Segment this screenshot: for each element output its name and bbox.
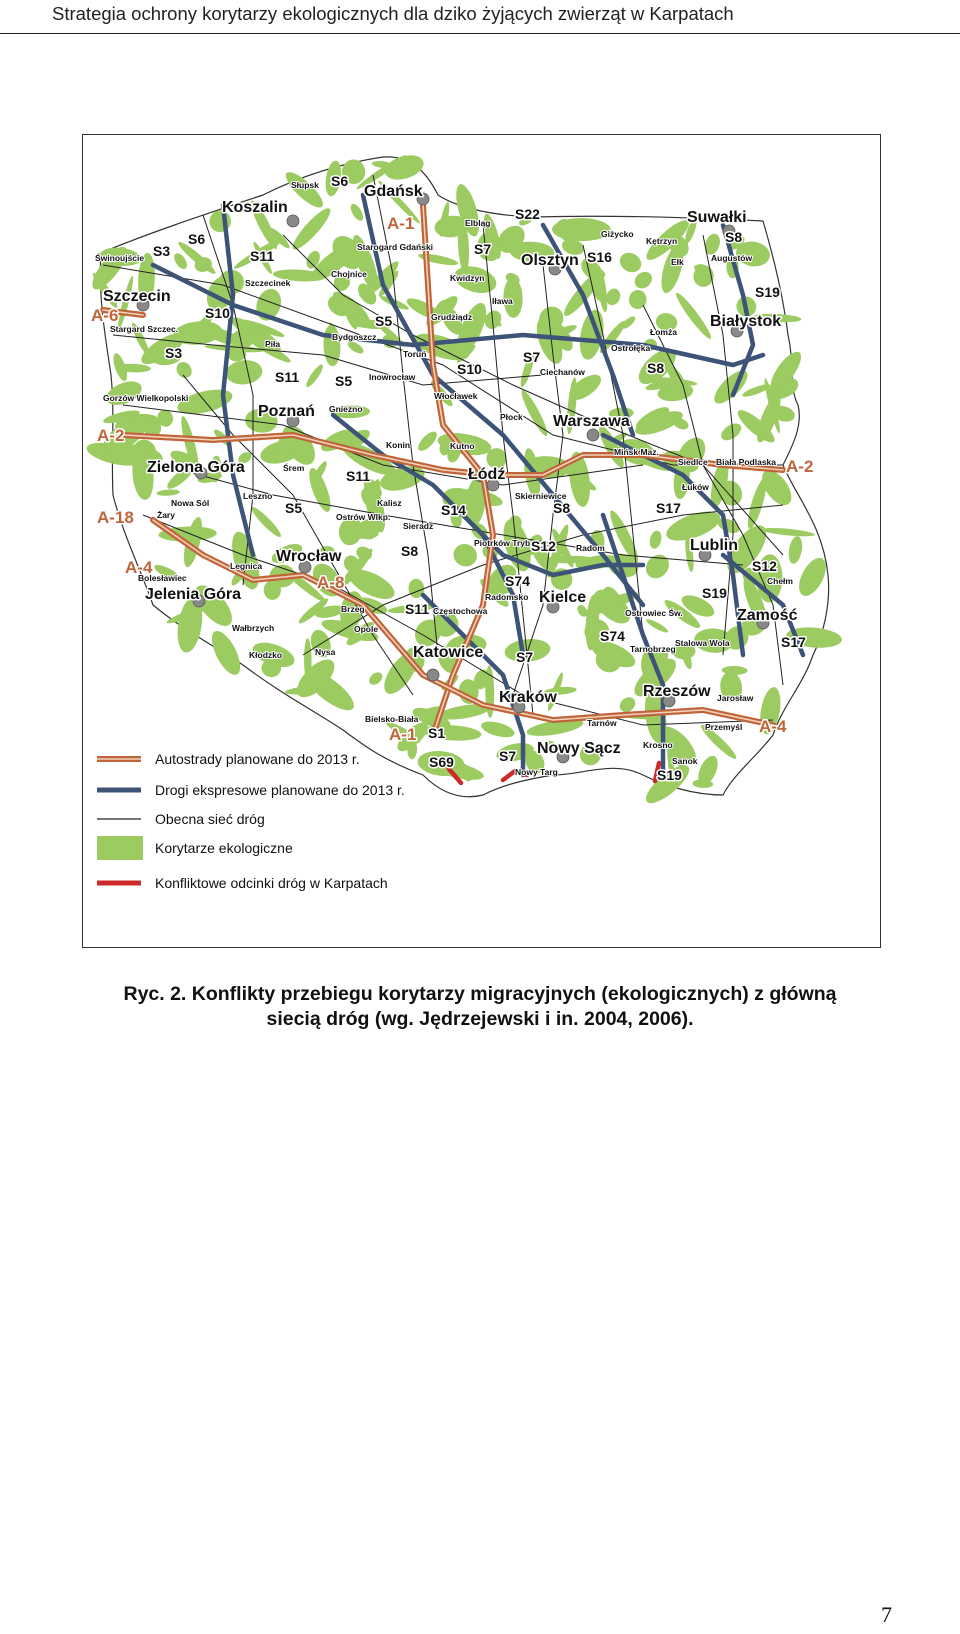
road-label: S7 <box>474 241 492 257</box>
legend-label: Drogi ekspresowe planowane do 2013 r. <box>155 782 405 798</box>
caption-line-2: siecią dróg (wg. Jędrzejewski i in. 2004, 2006). <box>266 1008 694 1030</box>
figure-caption <box>60 982 900 1032</box>
road-label: S8 <box>725 229 743 245</box>
city-label: Zielona Góra <box>147 459 245 476</box>
city-label: Nowa Sól <box>171 498 210 508</box>
city-label: Kutno <box>450 441 475 451</box>
legend-item-corridor <box>97 836 293 860</box>
legend-item-expressway <box>97 782 405 798</box>
city-label: Radomsko <box>485 592 529 602</box>
city-label: Konin <box>386 440 411 450</box>
running-header <box>0 0 960 34</box>
city-label: Zamość <box>737 607 798 624</box>
city-label: Iława <box>492 296 513 306</box>
road-label: S8 <box>647 360 665 376</box>
map-legend <box>97 751 405 891</box>
legend-label: Autostrady planowane do 2013 r. <box>155 751 360 767</box>
corridor-patch <box>509 516 522 530</box>
road-label: S22 <box>515 206 540 222</box>
road-label: S3 <box>153 243 171 259</box>
motorway-label: A-8 <box>317 573 345 592</box>
road-label: S10 <box>205 305 230 321</box>
road-label: S74 <box>505 573 530 589</box>
city-label: Świnoujście <box>95 253 145 263</box>
city-label: Częstochowa <box>433 606 488 616</box>
city-label: Słupsk <box>291 180 319 190</box>
city-label: Poznań <box>258 403 315 420</box>
page-number: 7 <box>881 1602 892 1627</box>
city-label: Piła <box>265 339 281 349</box>
road-label: S74 <box>600 628 625 644</box>
city-label: Lublin <box>690 537 738 554</box>
city-marker <box>427 669 439 681</box>
road-label: S5 <box>335 373 353 389</box>
city-label: Gniezno <box>329 404 363 414</box>
road-label: S6 <box>331 173 349 189</box>
city-label: Chojnice <box>331 269 367 279</box>
city-label: Ostrołęka <box>611 343 651 353</box>
city-label: Przemyśl <box>705 722 743 732</box>
road-label: S19 <box>657 767 682 783</box>
city-label: Toruń <box>403 349 427 359</box>
city-label: Płock <box>500 412 523 422</box>
road-label: S16 <box>587 249 612 265</box>
city-label: Bielsko-Biała <box>365 714 419 724</box>
city-label: Augustów <box>711 253 753 263</box>
city-label: Nowy Targ <box>515 767 558 777</box>
city-label: Giżycko <box>601 229 634 239</box>
city-label: Kłodzko <box>249 650 283 660</box>
city-label: Jelenia Góra <box>145 586 242 603</box>
road-label: S11 <box>250 248 275 264</box>
motorway-label: A-4 <box>125 558 153 577</box>
road-label: S11 <box>405 601 430 617</box>
motorway-label: A-2 <box>97 426 125 445</box>
city-label: Sieradz <box>403 521 434 531</box>
road-label: S11 <box>346 468 371 484</box>
road-label: S7 <box>523 349 541 365</box>
city-label: Kraków <box>499 689 557 706</box>
city-label: Stargard Szczec. <box>110 324 179 334</box>
road-label: S19 <box>755 284 780 300</box>
city-label: Grudziądz <box>431 312 473 322</box>
city-label: Olsztyn <box>521 252 579 269</box>
city-label: Bolesławiec <box>138 573 187 583</box>
road-label: S12 <box>531 538 556 554</box>
city-label: Bydgoszcz <box>332 332 377 342</box>
poland-road-corridor-map <box>83 135 880 947</box>
city-label: Katowice <box>413 644 484 661</box>
city-label: Suwałki <box>687 209 747 226</box>
city-label: Łódź <box>468 466 506 483</box>
city-label: Jarosław <box>717 693 754 703</box>
city-label: Nysa <box>315 647 336 657</box>
city-label: Kielce <box>539 589 587 606</box>
city-marker <box>587 429 599 441</box>
city-label: Stalowa Wola <box>675 638 730 648</box>
road-label: S10 <box>457 361 482 377</box>
city-label: Wrocław <box>276 548 342 565</box>
city-label: Żary <box>157 510 175 520</box>
road-label: S19 <box>702 585 727 601</box>
city-label: Łuków <box>682 482 709 492</box>
motorway-label: A-1 <box>389 725 417 744</box>
city-label: Chełm <box>767 576 793 586</box>
city-label: Starogard Gdański <box>357 242 434 252</box>
city-label: Inowrocław <box>369 372 416 382</box>
city-label: Opole <box>354 624 379 634</box>
legend-swatch-corridor <box>97 836 143 860</box>
road-label: S12 <box>752 558 777 574</box>
road-label: S6 <box>188 231 206 247</box>
city-label: Ciechanów <box>540 367 585 377</box>
legend-item-motorway <box>97 751 360 767</box>
road-label: S3 <box>165 345 183 361</box>
city-label: Piotrków Tryb. <box>474 538 533 548</box>
city-label: Tarnobrzeg <box>630 644 676 654</box>
city-label: Ełk <box>671 257 684 267</box>
city-label: Siedlce <box>678 457 708 467</box>
city-label: Biała Podlaska <box>716 457 777 467</box>
city-label: Skierniewice <box>515 491 567 501</box>
city-label: Radom <box>576 543 605 553</box>
city-label: Śrem <box>283 463 305 473</box>
legend-label: Konfliktowe odcinki dróg w Karpatach <box>155 875 388 891</box>
city-label: Rzeszów <box>643 683 711 700</box>
road-label: S8 <box>401 543 419 559</box>
road-label: S17 <box>656 500 681 516</box>
city-label: Warszawa <box>553 413 630 430</box>
city-label: Gorzów Wielkopolski <box>103 393 189 403</box>
city-label: Ostrów Wlkp. <box>336 512 391 522</box>
motorway-label: A-4 <box>759 717 787 736</box>
city-label: Brzeg <box>341 604 365 614</box>
city-label: Kętrzyn <box>646 236 678 246</box>
city-label: Kwidzyn <box>450 273 485 283</box>
legend-label: Obecna sieć dróg <box>155 811 265 827</box>
road-label: S11 <box>275 369 300 385</box>
running-title: Strategia ochrony korytarzy ekologicznych dla dziko żyjących zwierząt w Karpatach <box>52 3 734 24</box>
city-label: Sanok <box>672 756 698 766</box>
road-label: S8 <box>553 500 571 516</box>
road-label: S17 <box>781 634 806 650</box>
caption-line-1: Ryc. 2. Konflikty przebiegu korytarzy migracyjnych (ekologicznych) z główną <box>123 983 837 1005</box>
road-label: S7 <box>499 748 517 764</box>
city-label: Legnica <box>230 561 263 571</box>
motorway-label: A-6 <box>91 306 119 325</box>
road-label: S69 <box>429 754 454 770</box>
city-label: Krosno <box>643 740 673 750</box>
city-label: Kalisz <box>377 498 402 508</box>
motorway-label: A-2 <box>786 457 814 476</box>
city-label: Wałbrzych <box>232 623 275 633</box>
city-label: Gdańsk <box>364 183 423 200</box>
city-label: Łomża <box>650 327 677 337</box>
city-label: Szczecinek <box>245 278 291 288</box>
road-label: S5 <box>285 500 303 516</box>
road-label: S7 <box>516 649 534 665</box>
city-label: Białystok <box>710 313 782 330</box>
road-label: S5 <box>375 313 393 329</box>
motorway-label: A-1 <box>387 214 415 233</box>
city-label: Nowy Sącz <box>537 740 621 757</box>
motorway-label: A-18 <box>97 508 134 527</box>
city-label: Ostrowiec Św. <box>625 608 683 618</box>
corridor-patch <box>439 442 449 455</box>
city-label: Tarnów <box>587 718 617 728</box>
city-label: Mińsk Maz. <box>614 447 659 457</box>
legend-label: Korytarze ekologiczne <box>155 840 293 856</box>
city-label: Koszalin <box>222 199 288 216</box>
city-label: Elbląg <box>465 218 491 228</box>
map-figure <box>82 134 881 948</box>
city-label: Włocławek <box>434 391 478 401</box>
city-label: Szczecin <box>103 288 171 305</box>
road-label: S14 <box>441 502 466 518</box>
city-marker <box>287 215 299 227</box>
legend-item-conflict <box>97 875 388 891</box>
legend-item-road <box>97 811 265 827</box>
city-label: Leszno <box>243 491 273 501</box>
road-label: S1 <box>428 725 446 741</box>
